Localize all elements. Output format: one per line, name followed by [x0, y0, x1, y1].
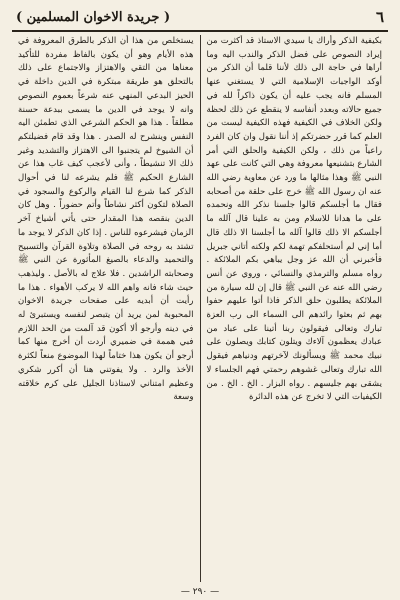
- header-rule: [12, 30, 388, 32]
- page-number: ٦: [375, 8, 384, 26]
- column-divider: [200, 35, 201, 582]
- journal-title: ( جريدة الاخوان المسلمين ): [16, 9, 171, 25]
- left-column: [12, 35, 200, 582]
- left-column-text: يستخلص من هذا أن الذكر بالطرق المعروفة في هذه الأيام وهو أن يكون بالفاظ مفردة للتأكيد معناها من التقي والاهتزاز والاجتماع على ذلك بالتحلق هو طريقة مبتكرة في الدين داخلة في الحيز البدعي المنهي عنه شرعاً بعموم النصوص وانه لا يوجد في الدين ما يسمى ببدعة حسنة مطلقاً . هذا هو الحكم الشرعي الذي تطمئن اليه النفس وينشرح له الصدر . هذا وقد قام فضيلتكم أن الشيوخ لم يتجنبوا الى الاهتزاز والتشديد وغير ذلك الا تنشيطاً ، وأنى لأعجب كيف غاب هذا عن الشارع الحكيم ﷺ فلم يشرعه لنا في أحوال الذكر كما شرع لنا القيام والركوع والسجود في الصلاة لتكون أكثر نشاطاً وأتم حضوراً . وهل كان الدين بنقصه هذا المقدار حتى يأتي أشياخ آخر الزمان فيشرعوه للناس . إذا كان الذكر لا يوجد ما تشتد به روحه في الصلاة وتلاوة القرآن والتسبيح والتحميد والدعاء بالصيغ المأثورة عن النبي ﷺ وصحابته الراشدين . فلا علاج له بالأصل . وليذهب حيث شاء فانه واهم الله لا يركب الأهواء . هذا ما رأيت أن أبديه على صفحات جريدة الاخوان المحبوبة لمن يريد أن يتبصر لنفسه ويستبرئ له في دينه وأرجو ألا أكون قد آلمت من الحد اللازم فبي هممة في ضميري أردت أن أخرج منها كما أرجو أن يكون هذا ختاماً لهذا الموضوع منعاً لكثرة الأخذ والرد . ولا يفوتني هنا أن أكرر شكري وعظيم امتناني لاستاذنا الجليل على كرم خلاقته وسعة: [18, 36, 194, 403]
- right-column-text: بكيفية الذكر وأراك يا سيدي الاستاذ قد أكثرت من إيراد النصوص على فضل الذكر والندب اليه وما أراها في حاجة الى ذلك لأننا قلما أن الذكر من أوكد الواجبات الإسلامية التي لا يستغني عنها المسلم فانه يجب عليه أن يكون ذاكراً لله في جميع حالاته وبعدد أنفاسه لا ينقطع عن ذلك لحظة ولكن الخلاف في الكيفية فهذه الكيفية ليست من العلم كما قرر حضرتكم إذ أننا نقول وان كان الفرد راعياً من ذلك ، ولكن الكيفية والحلق التي أمر الشارع بتشنيعها معروفة وهي التي كانت على عهد النبي ﷺ وهذا مثالها ما ورد عن معاوية رضي الله عنه ان رسول الله ﷺ خرج على حلقة من أصحابه فقال ما أجلسكم قالوا جلسنا نذكر الله ونحمده على ما هدانا للاسلام ومن به علينا قال آلله ما أجلسكم الا ذلك قالوا آلله ما أجلسنا الا ذلك قال أما إني لم أستحلفكم تهمة لكم ولكنه أتاني جبريل فأخبرني أن الله عز وجل يباهي بكم الملائكة . رواه مسلم والترمذي والنسائي ، وروي عن أنس رضي الله عنه عن النبي ﷺ قال إن لله سيارة من الملائكة يطلبون حلق الذكر فاذا أتوا عليهم حفوا بهم ثم بعثوا رائدهم الى السماء الى رب العزة تبارك وتعالى فيقولون ربنا أتينا على عباد من عبادك يعظمون آلاءك ويتلون كتابك ويصلون على نبيك محمد ﷺ ويسألونك لآخرتهم ودنياهم فيقول الله تبارك وتعالى غشوهم رحمتي فهم الجلساء لا يشقى بهم جليسهم . رواه البزار . الخ . الخ . من الكيفيات التي لا تخرج عن هذه الدائرة: [206, 36, 382, 403]
- right-column: [201, 35, 389, 582]
- page-footer: — ٢٩٠ —: [180, 587, 220, 597]
- text-columns: [12, 35, 388, 582]
- page-header: [12, 6, 388, 28]
